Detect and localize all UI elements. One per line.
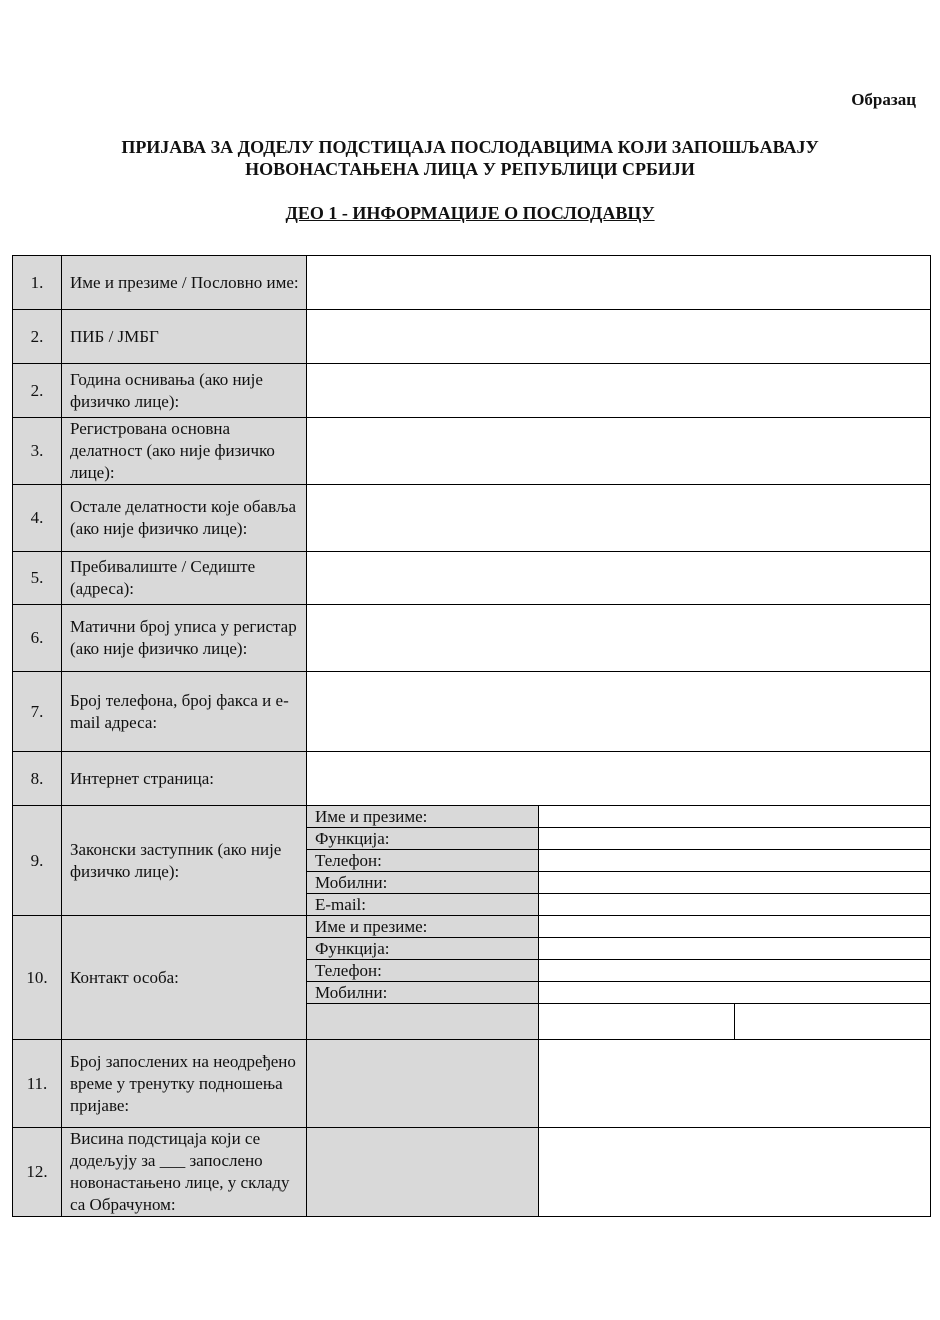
blank-grey-cell	[307, 1004, 539, 1040]
row-number: 8.	[13, 752, 62, 806]
legal-rep-email-field[interactable]	[539, 894, 931, 916]
sub-field-label: Мобилни:	[307, 982, 539, 1004]
sub-field-label: Телефон:	[307, 850, 539, 872]
table-row	[13, 485, 931, 552]
row-label: Остале делатности које обавља (ако није физичко лице):	[62, 485, 307, 552]
sub-field-label: Функција:	[307, 938, 539, 960]
sub-field-label: Име и презиме:	[307, 916, 539, 938]
other-activities-field[interactable]	[307, 485, 931, 552]
row-number: 9.	[13, 806, 62, 916]
form-label: Образац	[851, 90, 916, 109]
contact-extra-field-1[interactable]	[539, 1004, 735, 1040]
row-label: Регистрована основна делатност (ако није физичко лице):	[62, 418, 307, 485]
row-label: ПИБ / ЈМБГ	[62, 310, 307, 364]
legal-rep-mobile-field[interactable]	[539, 872, 931, 894]
row-label: Интернет страница:	[62, 752, 307, 806]
founding-year-field[interactable]	[307, 364, 931, 418]
sub-field-label: Име и презиме:	[307, 806, 539, 828]
contact-function-field[interactable]	[539, 938, 931, 960]
legal-rep-function-field[interactable]	[539, 828, 931, 850]
table-row	[13, 1128, 931, 1217]
row-label: Законски заступник (ако није физичко лице):	[62, 806, 307, 916]
row-number: 11.	[13, 1040, 62, 1128]
row-number: 12.	[13, 1128, 62, 1217]
contact-mobile-field[interactable]	[539, 982, 931, 1004]
tax-id-field[interactable]	[307, 310, 931, 364]
table-row	[13, 552, 931, 605]
row-number: 3.	[13, 418, 62, 485]
employer-info-table	[12, 255, 931, 1217]
form-title-line2: НОВОНАСТАЊЕНА ЛИЦА У РЕПУБЛИЦИ СРБИЈИ	[245, 159, 695, 179]
legal-rep-name-field[interactable]	[539, 806, 931, 828]
sub-field-label: Мобилни:	[307, 872, 539, 894]
row-label: Висина подстицаја који се додељују за ___ запослено новонастањено лице, у складу са Обрачуном:	[62, 1128, 307, 1217]
main-activity-field[interactable]	[307, 418, 931, 485]
contact-phone-field[interactable]	[539, 960, 931, 982]
sub-field-label: E-mail:	[307, 894, 539, 916]
blank-grey-cell	[307, 1128, 539, 1217]
website-field[interactable]	[307, 752, 931, 806]
form-title-line1: ПРИЈАВА ЗА ДОДЕЛУ ПОДСТИЦАЈА ПОСЛОДАВЦИМА КОЈИ ЗАПОШЉАВАЈУ	[121, 137, 819, 157]
table-row	[13, 605, 931, 672]
row-label: Година оснивања (ако није физичко лице):	[62, 364, 307, 418]
row-label: Име и презиме / Пословно име:	[62, 256, 307, 310]
table-row	[13, 806, 931, 828]
phone-fax-email-field[interactable]	[307, 672, 931, 752]
section-title: ДЕО 1 - ИНФОРМАЦИЈЕ О ПОСЛОДАВЦУ	[285, 203, 655, 223]
legal-rep-phone-field[interactable]	[539, 850, 931, 872]
row-number: 10.	[13, 916, 62, 1040]
row-label: Број телефона, број факса и e-mail адреса:	[62, 672, 307, 752]
address-field[interactable]	[307, 552, 931, 605]
row-label: Пребивалиште / Седиште (адреса):	[62, 552, 307, 605]
incentive-amount-field[interactable]	[539, 1128, 931, 1217]
registry-number-field[interactable]	[307, 605, 931, 672]
contact-name-field[interactable]	[539, 916, 931, 938]
row-number: 5.	[13, 552, 62, 605]
row-number: 4.	[13, 485, 62, 552]
employees-count-field[interactable]	[539, 1040, 931, 1128]
table-row	[13, 256, 931, 310]
sub-field-label: Телефон:	[307, 960, 539, 982]
table-row	[13, 1040, 931, 1128]
row-label: Контакт особа:	[62, 916, 307, 1040]
row-label: Матични број уписа у регистар (ако није физичко лице):	[62, 605, 307, 672]
contact-extra-field-2[interactable]	[735, 1004, 931, 1040]
sub-field-label: Функција:	[307, 828, 539, 850]
row-number: 6.	[13, 605, 62, 672]
row-number: 7.	[13, 672, 62, 752]
table-row	[13, 672, 931, 752]
name-field[interactable]	[307, 256, 931, 310]
table-row	[13, 364, 931, 418]
table-row	[13, 418, 931, 485]
row-number: 1.	[13, 256, 62, 310]
blank-grey-cell	[307, 1040, 539, 1128]
table-row	[13, 310, 931, 364]
table-row	[13, 916, 931, 938]
row-label: Број запослених на неодређено време у тренутку подношења пријаве:	[62, 1040, 307, 1128]
row-number: 2.	[13, 364, 62, 418]
form-title	[0, 136, 940, 180]
row-number: 2.	[13, 310, 62, 364]
table-row	[13, 752, 931, 806]
